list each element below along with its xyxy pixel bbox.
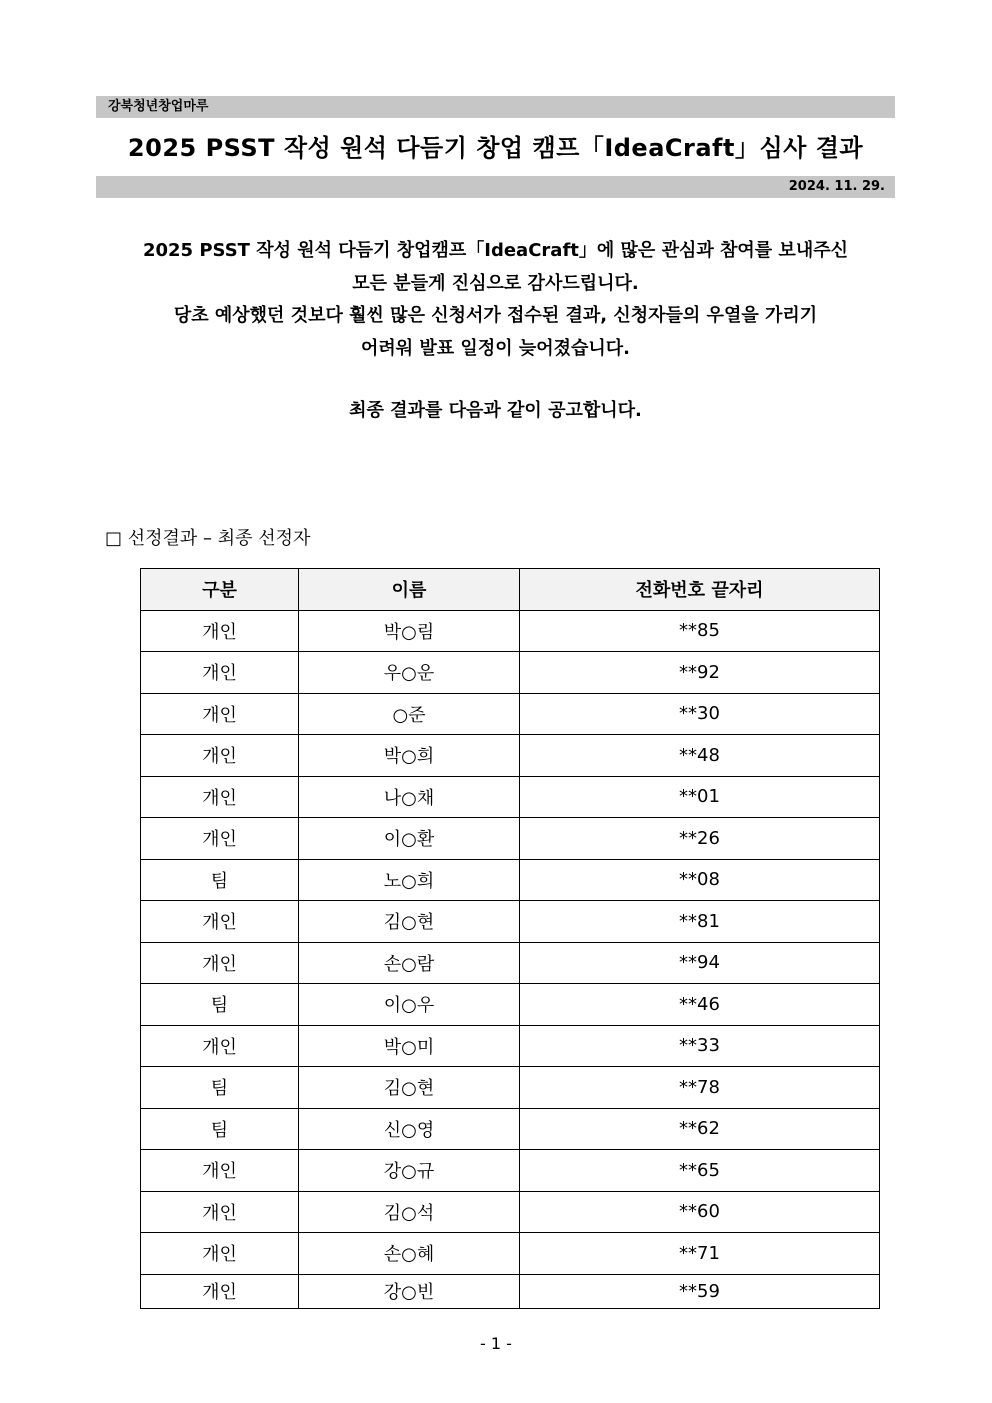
- cell-type: 개인: [141, 901, 299, 943]
- cell-phone-suffix: **78: [520, 1067, 880, 1109]
- cell-type: 팀: [141, 859, 299, 901]
- table-row: [141, 942, 880, 984]
- column-header-name: 이름: [299, 569, 520, 611]
- table-row: [141, 1067, 880, 1109]
- cell-name: 손○혜: [299, 1233, 520, 1275]
- column-header-phone: 전화번호 끝자리: [520, 569, 880, 611]
- page-number: - 1 -: [480, 1334, 512, 1353]
- intro-line: 당초 예상했던 것보다 훨씬 많은 신청서가 접수된 결과, 신청자들의 우열을 가리기: [173, 305, 818, 326]
- announcement-notice: 최종 결과를 다음과 같이 공고합니다.: [349, 400, 642, 421]
- cell-name: 신○영: [299, 1108, 520, 1150]
- cell-name: 김○석: [299, 1191, 520, 1233]
- cell-phone-suffix: **94: [520, 942, 880, 984]
- table-row: [141, 1025, 880, 1067]
- table-row: [141, 1108, 880, 1150]
- intro-paragraph: [96, 235, 895, 365]
- cell-phone-suffix: **30: [520, 693, 880, 735]
- table-row: [141, 652, 880, 694]
- table-row: [141, 859, 880, 901]
- intro-line: 2025 PSST 작성 원석 다듬기 창업캠프「IdeaCraft」에 많은 관심과 참여를 보내주신: [142, 240, 848, 261]
- cell-type: 개인: [141, 818, 299, 860]
- table-row: [141, 1274, 880, 1308]
- table-row: [141, 984, 880, 1026]
- cell-type: 개인: [141, 1025, 299, 1067]
- intro-line: 모든 분들게 진심으로 감사드립니다.: [352, 272, 639, 294]
- cell-phone-suffix: **01: [520, 776, 880, 818]
- cell-type: 개인: [141, 942, 299, 984]
- cell-phone-suffix: **85: [520, 610, 880, 652]
- table-row: [141, 1150, 880, 1192]
- cell-type: 개인: [141, 1150, 299, 1192]
- organization-header-bar: [96, 96, 895, 118]
- cell-phone-suffix: **62: [520, 1108, 880, 1150]
- cell-name: 나○채: [299, 776, 520, 818]
- table-header-row: [141, 569, 880, 611]
- cell-phone-suffix: **92: [520, 652, 880, 694]
- selection-results-table: [140, 568, 880, 1309]
- cell-name: 강○규: [299, 1150, 520, 1192]
- cell-type: 팀: [141, 1067, 299, 1109]
- column-header-type: 구분: [141, 569, 299, 611]
- cell-name: 김○현: [299, 1067, 520, 1109]
- cell-name: 이○환: [299, 818, 520, 860]
- cell-phone-suffix: **26: [520, 818, 880, 860]
- cell-type: 개인: [141, 610, 299, 652]
- cell-type: 팀: [141, 1108, 299, 1150]
- cell-type: 팀: [141, 984, 299, 1026]
- date-bar: [96, 176, 895, 198]
- cell-phone-suffix: **71: [520, 1233, 880, 1275]
- cell-phone-suffix: **65: [520, 1150, 880, 1192]
- table-row: [141, 776, 880, 818]
- document-date: 2024. 11. 29.: [788, 179, 885, 194]
- table-row: [141, 901, 880, 943]
- cell-name: 손○람: [299, 942, 520, 984]
- cell-name: 박○림: [299, 610, 520, 652]
- cell-name: 우○운: [299, 652, 520, 694]
- cell-phone-suffix: **46: [520, 984, 880, 1026]
- cell-name: 김○현: [299, 901, 520, 943]
- cell-type: 개인: [141, 776, 299, 818]
- cell-phone-suffix: **08: [520, 859, 880, 901]
- cell-name: 노○희: [299, 859, 520, 901]
- table-row: [141, 693, 880, 735]
- cell-name: 강○빈: [299, 1274, 520, 1308]
- table-row: [141, 610, 880, 652]
- cell-name: 박○희: [299, 735, 520, 777]
- cell-phone-suffix: **60: [520, 1191, 880, 1233]
- section-title: □ 선정결과 – 최종 선정자: [105, 528, 311, 549]
- cell-type: 개인: [141, 735, 299, 777]
- cell-type: 개인: [141, 1274, 299, 1308]
- table-row: [141, 1233, 880, 1275]
- cell-name: ○준: [299, 693, 520, 735]
- cell-type: 개인: [141, 1233, 299, 1275]
- table-row: [141, 735, 880, 777]
- cell-phone-suffix: **59: [520, 1274, 880, 1308]
- intro-line: 어려워 발표 일정이 늦어졌습니다.: [360, 337, 631, 359]
- cell-type: 개인: [141, 693, 299, 735]
- cell-phone-suffix: **33: [520, 1025, 880, 1067]
- document-title: 2025 PSST 작성 원석 다듬기 창업 캠프「IdeaCraft」심사 결과: [127, 134, 864, 162]
- table-row: [141, 818, 880, 860]
- organization-name: 강북청년창업마루: [108, 99, 209, 114]
- cell-name: 박○미: [299, 1025, 520, 1067]
- cell-type: 개인: [141, 652, 299, 694]
- table-row: [141, 1191, 880, 1233]
- cell-type: 개인: [141, 1191, 299, 1233]
- cell-phone-suffix: **48: [520, 735, 880, 777]
- cell-name: 이○우: [299, 984, 520, 1026]
- cell-phone-suffix: **81: [520, 901, 880, 943]
